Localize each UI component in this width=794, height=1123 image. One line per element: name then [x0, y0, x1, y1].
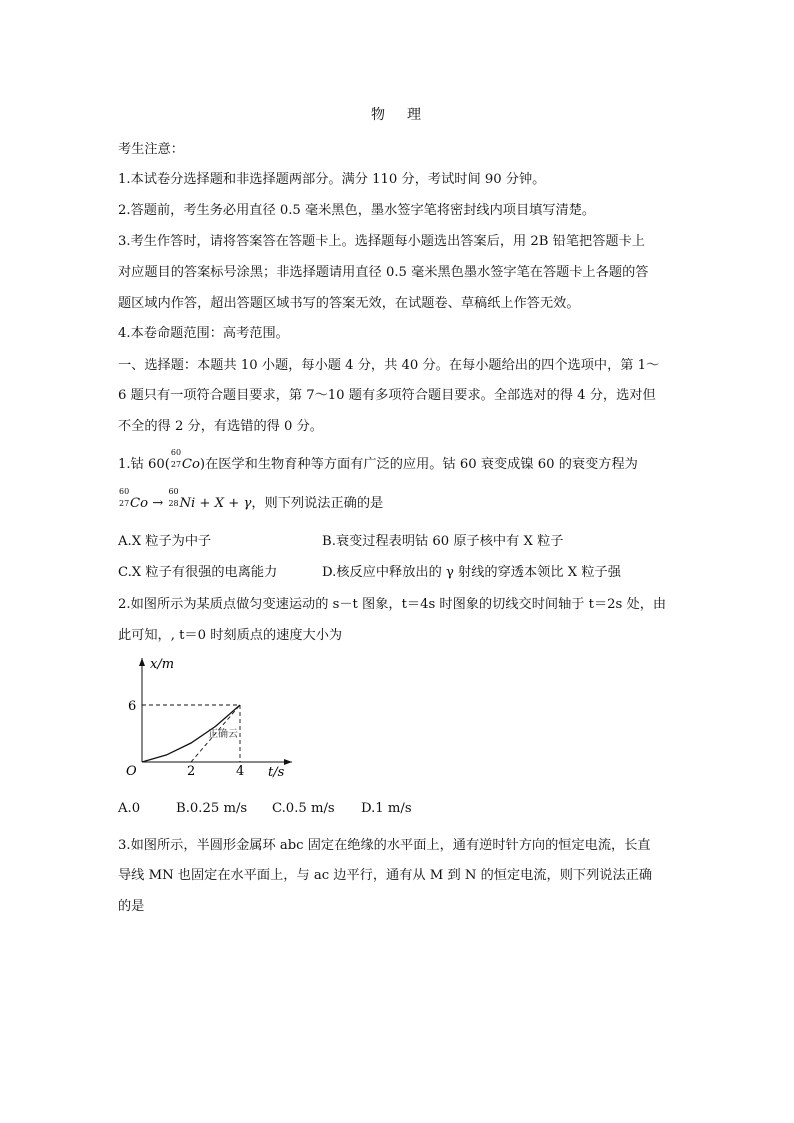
q2-line-1: 2.如图所示为某质点做匀变速运动的 s－t 图象，t＝4s 时图象的切线交时间轴于 t＝2s 处，由: [118, 597, 667, 612]
section-1-line-2: 6 题只有一项符合题目要求，第 7～10 题有多项符合题目要求。全部选对的得 4 分，选对但: [118, 388, 656, 403]
q3-line-2: 导线 MN 也固定在水平面上，与 ac 边平行，通有从 M 到 N 的恒定电流，则下列说法正确: [118, 868, 653, 883]
x-tick-2: 2: [187, 764, 196, 779]
q2-option-c: C.0.5 m/s: [272, 801, 335, 816]
q2-line-2: 此可知，, t＝0 时刻质点的速度大小为: [118, 628, 343, 643]
arrow: →: [148, 496, 168, 511]
equation-rest: + X + γ: [195, 496, 252, 511]
section-1-line-1: 一、选择题：本题共 10 小题，每小题 4 分，共 40 分。在每小题给出的四个选项中，第 1～: [118, 358, 660, 373]
ni-symbol: Ni: [179, 496, 196, 511]
q1-option-b: B.衰变过程表明钴 60 原子核中有 X 粒子: [322, 534, 564, 549]
co-symbol-eq: Co: [130, 496, 149, 511]
page-title: [0, 104, 794, 124]
q1-suffix: )在医学和生物育种等方面有广泛的应用。钴 60 衰变成镍 60 的衰变方程为: [199, 457, 638, 472]
co-symbol: Co: [181, 457, 200, 472]
co-nuclide-numbers-eq: [118, 487, 130, 508]
notice-item-3-line-2: 对应题目的答案标号涂黑；非选择题请用直径 0.5 毫米黑色墨水签字笔在答题卡上各题的答: [118, 265, 649, 280]
y-axis-label: x/m: [150, 657, 175, 672]
x-axis-arrow: [284, 759, 292, 765]
notice-item-2: 2.答题前，考生务必用直径 0.5 毫米黑色，墨水签字笔将密封线内项目填写清楚。: [118, 203, 596, 218]
q3-line-1: 3.如图所示，半圆形金属环 abc 固定在绝缘的水平面上，通有逆时针方向的恒定电流，长直: [118, 838, 651, 853]
y-axis-arrow: [139, 658, 145, 666]
y-tick-6: 6: [128, 699, 137, 714]
ni-atomic-number: 28: [168, 499, 179, 508]
x-axis-label: t/s: [268, 765, 285, 780]
notice-item-3-line-1: 3.考生作答时，请将答案答在答题卡上。选择题每小题选出答案后，用 2B 铅笔把答题卡上: [118, 234, 645, 249]
co-nuclide-numbers: [170, 448, 182, 469]
co-mass-number-eq: 60: [119, 487, 130, 496]
q1-option-c: C.X 粒子有很强的电离能力: [118, 565, 278, 580]
watermark-text: 正确云: [208, 729, 238, 740]
section-1-line-3: 不全的得 2 分，有选错的得 0 分。: [118, 419, 323, 434]
notice-heading: 考生注意：: [118, 142, 184, 157]
notice-item-4: 4.本卷命题范围：高考范围。: [118, 326, 289, 341]
q1-equation: [118, 487, 384, 511]
x-tick-4: 4: [236, 764, 245, 779]
co-atomic-number: 27: [170, 460, 182, 469]
q1-question-tail: ，则下列说法正确的是: [251, 496, 384, 511]
notice-item-3-line-3: 题区域内作答，超出答题区域书写的答案无效，在试题卷、草稿纸上作答无效。: [118, 296, 580, 311]
title-char-2: 理: [407, 107, 423, 123]
s-t-graph: [112, 652, 302, 782]
q3-line-3: 的是: [118, 899, 145, 914]
q2-option-b: B.0.25 m/s: [176, 801, 248, 816]
ni-nuclide-numbers: [167, 487, 179, 508]
q1-option-a: A.X 粒子为中子: [118, 534, 212, 549]
title-char-1: 物: [371, 107, 387, 123]
ni-mass-number: 60: [168, 487, 179, 496]
co-atomic-number-eq: 27: [119, 499, 130, 508]
q2-option-d: D.1 m/s: [361, 801, 412, 816]
q1-option-d: D.核反应中释放出的 γ 射线的穿透本领比 X 粒子强: [322, 565, 621, 580]
notice-item-1: 1.本试卷分选择题和非选择题两部分。满分 110 分，考试时间 90 分钟。: [118, 172, 546, 187]
co-mass-number: 60: [170, 448, 182, 457]
origin-label: O: [126, 764, 137, 779]
q1-prefix: 1.钴 60(: [118, 457, 170, 472]
q2-option-a: A.0: [118, 801, 141, 816]
q1-stem: [118, 448, 638, 472]
